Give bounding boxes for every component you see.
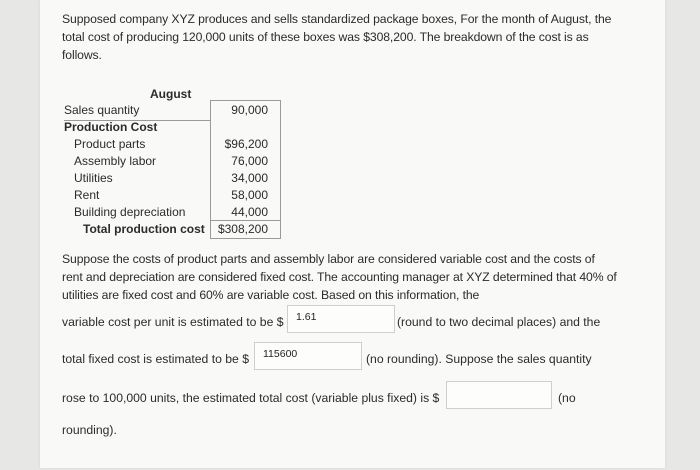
total-value: $308,200 [217, 222, 268, 236]
table-row [64, 102, 274, 119]
row-value: 34,000 [231, 171, 268, 185]
row-label: Rent [74, 188, 100, 202]
sales-quantity-label: Sales quantity [64, 103, 140, 117]
q1-prefix: variable cost per unit is estimated to be $ [62, 315, 284, 329]
table-row [64, 204, 274, 221]
divider [210, 220, 280, 221]
q2-prefix: total fixed cost is estimated to be $ [62, 352, 249, 366]
intro-text: Supposed company XYZ produces and sells standardized package boxes, For the month of August, the total cost of producing 120,000 units of these boxes was $308,200. The breakdown of the cost is as follows. [62, 12, 612, 62]
divider [280, 100, 281, 239]
table-row [64, 153, 274, 170]
question-paragraph: Suppose the costs of product parts and assembly labor are considered variable cost and the costs of rent and depreciation are considered fixed cost. The accounting manager at XYZ determined that 40% of utilities are fixed cost and 60% are variable cost. Based on this information, the [62, 252, 617, 302]
q1-suffix: (round to two decimal places) and the [397, 315, 601, 329]
row-label: Product parts [74, 137, 146, 151]
row-label: Utilities [74, 171, 113, 185]
total-cost-input[interactable] [446, 381, 552, 409]
row-value: 76,000 [231, 154, 268, 168]
variable-cost-input[interactable]: 1.61 [287, 305, 395, 333]
table-row [64, 170, 274, 187]
row-value: 58,000 [231, 188, 268, 202]
divider [210, 100, 211, 239]
q2-suffix: (no rounding). Suppose the sales quantity [366, 352, 592, 366]
row-value: $96,200 [224, 137, 268, 151]
row-label: Assembly labor [74, 154, 157, 168]
table-total-row [64, 221, 274, 238]
divider [210, 100, 280, 101]
table-row [64, 187, 274, 204]
q3-tail: rounding). [62, 423, 117, 437]
table-header: August [150, 87, 192, 101]
sales-quantity-value: 90,000 [231, 103, 268, 117]
table-row [64, 136, 274, 153]
row-label: Building depreciation [74, 205, 186, 219]
q3-prefix: rose to 100,000 units, the estimated total cost (variable plus fixed) is $ [62, 391, 440, 405]
q3-suffix: (no [558, 391, 576, 405]
divider [210, 238, 280, 239]
total-label: Total production cost [83, 222, 205, 236]
fixed-cost-input[interactable]: 115600 [254, 342, 362, 370]
production-cost-label: Production Cost [64, 120, 158, 134]
row-value: 44,000 [231, 205, 268, 219]
